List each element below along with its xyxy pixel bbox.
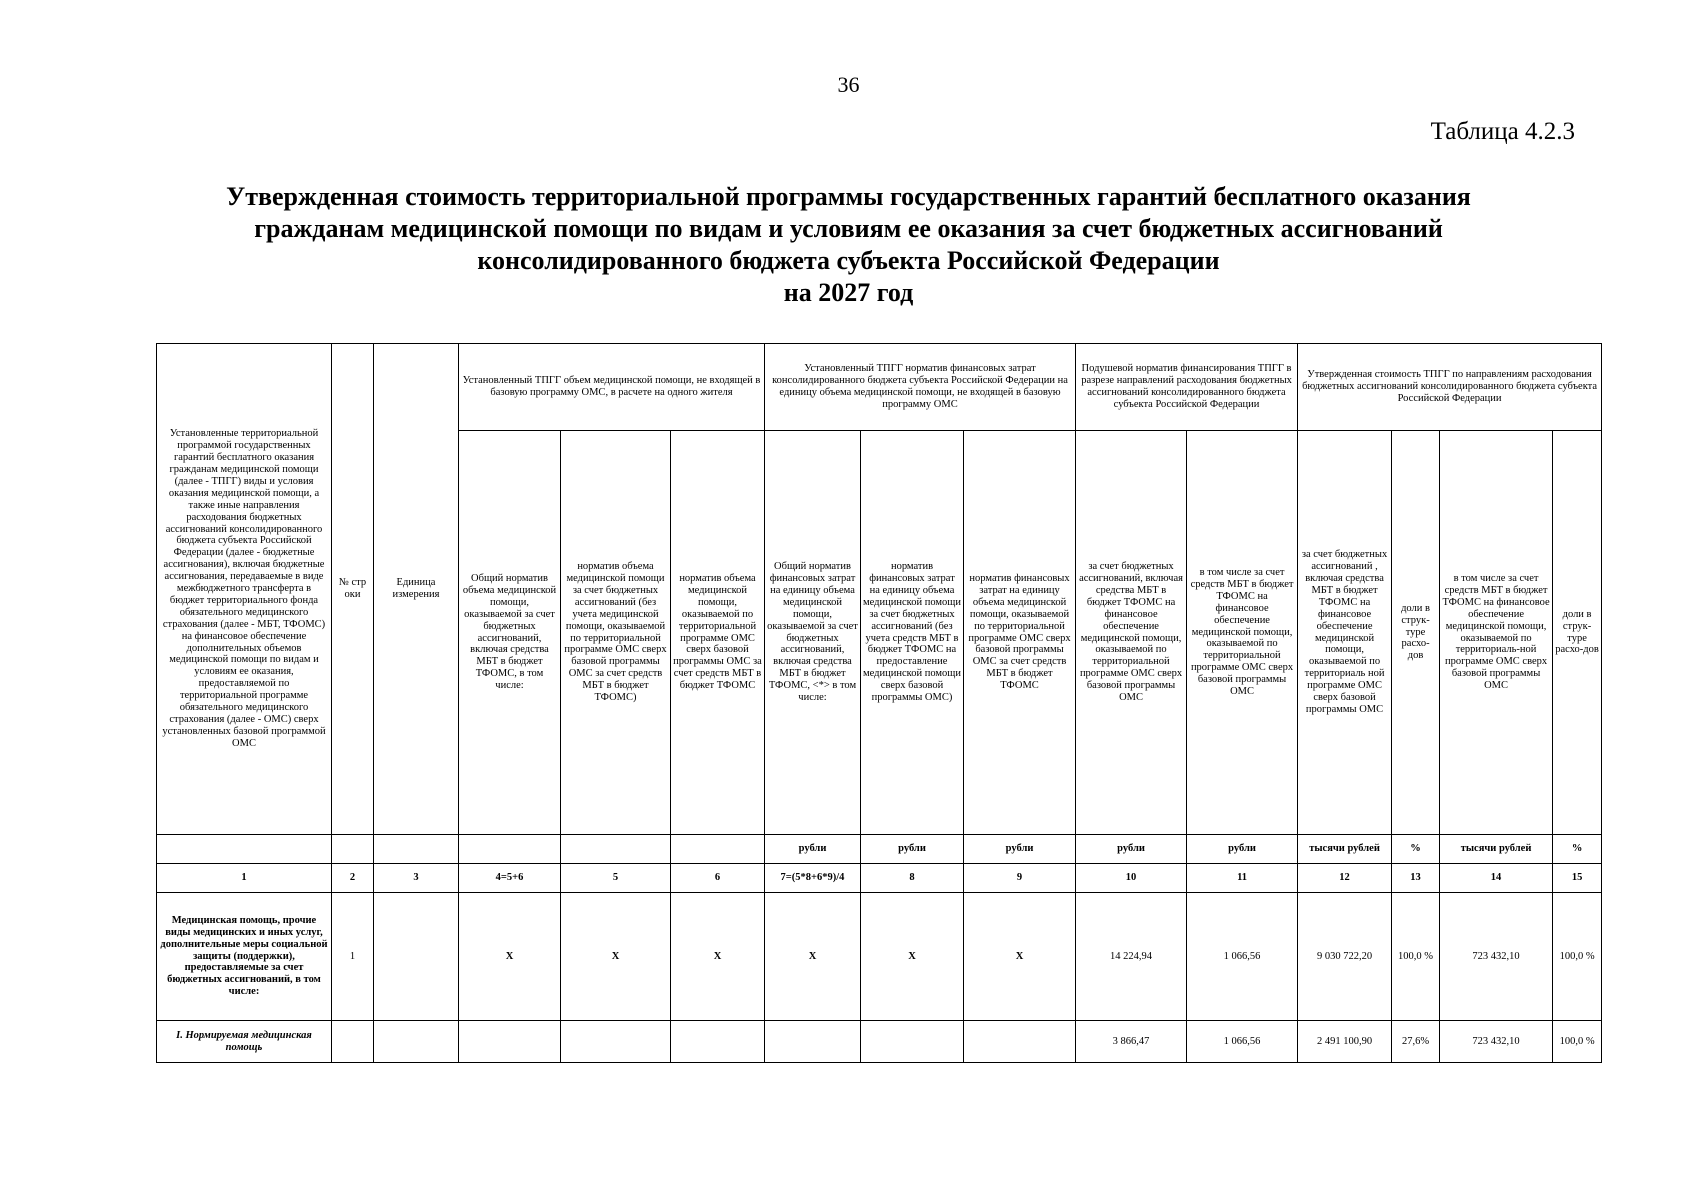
cell-5 xyxy=(561,1021,671,1063)
table-label: Таблица 4.2.3 xyxy=(1430,118,1575,145)
header-sub-4: Общий норматив объема медицинской помощи, оказываемой за счет бюджетных ассигнований, включая средства МБТ в бюджет ТФОМС, в том числе: xyxy=(459,431,561,835)
col-number: 13 xyxy=(1392,864,1440,893)
unit-cell xyxy=(671,835,765,864)
document-title xyxy=(120,181,1577,309)
row-number xyxy=(332,1021,374,1063)
col-number: 8 xyxy=(861,864,964,893)
col-number: 5 xyxy=(561,864,671,893)
header-col3: Единица измерения xyxy=(374,344,459,835)
title-line-3: консолидированного бюджета субъекта Российской Федерации xyxy=(477,246,1220,275)
unit-cell: тысячи рублей xyxy=(1298,835,1392,864)
header-sub-6: норматив объема медицинской помощи, оказываемой по территориальной программе ОМС сверх базовой программы ОМС за счет средств МБТ в бюджет ТФОМС xyxy=(671,431,765,835)
header-group-volume: Установленный ТПГГ объем медицинской помощи, не входящей в базовую программу ОМС, в расчете на одного жителя xyxy=(459,344,765,431)
cell-4 xyxy=(459,1021,561,1063)
unit-cell: рубли xyxy=(1076,835,1187,864)
unit-cell xyxy=(157,835,332,864)
header-sub-10: за счет бюджетных ассигнований, включая средства МБТ в бюджет ТФОМС на финансовое обеспечение медицинской помощи, оказываемой по территориальной программе ОМС сверх базовой программы ОМС xyxy=(1076,431,1187,835)
unit-cell: рубли xyxy=(861,835,964,864)
header-sub-15: доли в струк-туре расхо-дов xyxy=(1553,431,1602,835)
unit-cell: рубли xyxy=(1187,835,1298,864)
cell-10: 14 224,94 xyxy=(1076,893,1187,1021)
header-col2: № стр оки xyxy=(332,344,374,835)
cell-4: X xyxy=(459,893,561,1021)
col-number: 14 xyxy=(1440,864,1553,893)
row-unit xyxy=(374,1021,459,1063)
header-col1: Установленные территориальной программой государственных гарантий бесплатного оказания гражданам медицинской помощи (далее - ТПГГ) виды и условия оказания медицинской помощи, а также иные направления расходования бюджетных ассигнований консолидированного бюджета субъекта Российской Федерации (далее - бюджетные ассигнования), включая бюджетные ассигнования, передаваемые в виде межбюджетного трансферта в бюджет территориального фонда обязательного медицинского страхования (далее - МБТ, ТФОМС) на финансовое обеспечение дополнительных объемов медицинской помощи по видам и условиям ее оказания, предоставляемой по территориальной программе обязательного медицинского страхования (далее - ОМС) сверх установленных базовой программой ОМС xyxy=(157,344,332,835)
header-group-norm: Установленный ТПГГ норматив финансовых затрат консолидированного бюджета субъекта Российской Федерации на единицу объема медицинской помощи, не входящей в базовую программу ОМС xyxy=(765,344,1076,431)
col-number: 4=5+6 xyxy=(459,864,561,893)
row-unit xyxy=(374,893,459,1021)
cell-11: 1 066,56 xyxy=(1187,893,1298,1021)
col-number: 2 xyxy=(332,864,374,893)
unit-cell: % xyxy=(1392,835,1440,864)
cell-5: X xyxy=(561,893,671,1021)
header-group-cost: Утвержденная стоимость ТПГГ по направлениям расходования бюджетных ассигнований консолидированного бюджета субъекта Российской Федерации xyxy=(1298,344,1602,431)
row-name: I. Нормируемая медицинская помощь xyxy=(157,1021,332,1063)
cell-6 xyxy=(671,1021,765,1063)
header-sub-5: норматив объема медицинской помощи за счет бюджетных ассигнований (без учета медицинской помощи, оказываемой по территориальной программе ОМС сверх базовой программы ОМС за счет средств МБТ в бюджет ТФОМС) xyxy=(561,431,671,835)
title-line-1: Утвержденная стоимость территориальной программы государственных гарантий бесплатного оказания xyxy=(226,182,1471,211)
column-numbers-row xyxy=(157,864,1602,893)
header-sub-7: Общий норматив финансовых затрат на единицу объема медицинской помощи, оказываемой за счет бюджетных ассигнований, включая средства МБТ в бюджет ТФОМС, <*> в том числе: xyxy=(765,431,861,835)
unit-cell: рубли xyxy=(964,835,1076,864)
cell-13: 27,6% xyxy=(1392,1021,1440,1063)
col-number: 1 xyxy=(157,864,332,893)
page-number: 36 xyxy=(837,72,860,97)
units-row xyxy=(157,835,1602,864)
cell-7 xyxy=(765,1021,861,1063)
unit-cell xyxy=(561,835,671,864)
cell-13: 100,0 % xyxy=(1392,893,1440,1021)
cell-6: X xyxy=(671,893,765,1021)
cost-table xyxy=(156,343,1602,1063)
cell-9 xyxy=(964,1021,1076,1063)
unit-cell xyxy=(332,835,374,864)
cell-10: 3 866,47 xyxy=(1076,1021,1187,1063)
cell-12: 9 030 722,20 xyxy=(1298,893,1392,1021)
title-line-4: на 2027 год xyxy=(783,278,914,307)
unit-cell xyxy=(374,835,459,864)
header-row-groups xyxy=(157,344,1602,431)
col-number: 3 xyxy=(374,864,459,893)
col-number: 12 xyxy=(1298,864,1392,893)
cell-8 xyxy=(861,1021,964,1063)
header-group-percapita: Подушевой норматив финансирования ТПГГ в разрезе направлений расходования бюджетных ассигнований консолидированного бюджета субъекта Российской Федерации xyxy=(1076,344,1298,431)
header-sub-9: норматив финансовых затрат на единицу объема медицинской помощи, оказываемой по территориальной программе ОМС сверх базовой программы ОМС за счет средств МБТ в бюджет ТФОМС xyxy=(964,431,1076,835)
cell-12: 2 491 100,90 xyxy=(1298,1021,1392,1063)
row-name: Медицинская помощь, прочие виды медицинских и иных услуг, дополнительные меры социальной защиты (поддержки), предоставляемые за счет бюджетных ассигнований, в том числе: xyxy=(157,893,332,1021)
unit-cell: % xyxy=(1553,835,1602,864)
col-number: 11 xyxy=(1187,864,1298,893)
cell-11: 1 066,56 xyxy=(1187,1021,1298,1063)
col-number: 15 xyxy=(1553,864,1602,893)
table-row xyxy=(157,1021,1602,1063)
row-number: 1 xyxy=(332,893,374,1021)
header-sub-12: за счет бюджетных ассигнований , включая средства МБТ в бюджет ТФОМС на финансовое обеспечение медицинской помощи, оказываемой по территориаль ной программе ОМС сверх базовой программы ОМС xyxy=(1298,431,1392,835)
table-row xyxy=(157,893,1602,1021)
unit-cell xyxy=(459,835,561,864)
col-number: 7=(5*8+6*9)/4 xyxy=(765,864,861,893)
header-sub-13: доли в струк-туре расхо-дов xyxy=(1392,431,1440,835)
col-number: 6 xyxy=(671,864,765,893)
col-number: 10 xyxy=(1076,864,1187,893)
col-number: 9 xyxy=(964,864,1076,893)
cell-15: 100,0 % xyxy=(1553,1021,1602,1063)
header-sub-8: норматив финансовых затрат на единицу объема медицинской помощи за счет бюджетных ассигнований (без учета средств МБТ в бюджет ТФОМС на предоставление медицинской помощи сверх базовой программы ОМС) xyxy=(861,431,964,835)
cell-7: X xyxy=(765,893,861,1021)
cell-15: 100,0 % xyxy=(1553,893,1602,1021)
cell-14: 723 432,10 xyxy=(1440,893,1553,1021)
unit-cell: тысячи рублей xyxy=(1440,835,1553,864)
cell-14: 723 432,10 xyxy=(1440,1021,1553,1063)
unit-cell: рубли xyxy=(765,835,861,864)
cell-9: X xyxy=(964,893,1076,1021)
header-sub-11: в том числе за счет средств МБТ в бюджет ТФОМС на финансовое обеспечение медицинской помощи, оказываемой по территориальной программе ОМС сверх базовой программы ОМС xyxy=(1187,431,1298,835)
cell-8: X xyxy=(861,893,964,1021)
header-sub-14: в том числе за счет средств МБТ в бюджет ТФОМС на финансовое обеспечение медицинской помощи, оказываемой по территориаль-ной программе ОМС сверх базовой программы ОМС xyxy=(1440,431,1553,835)
title-line-2: гражданам медицинской помощи по видам и условиям ее оказания за счет бюджетных ассигнований xyxy=(254,214,1443,243)
